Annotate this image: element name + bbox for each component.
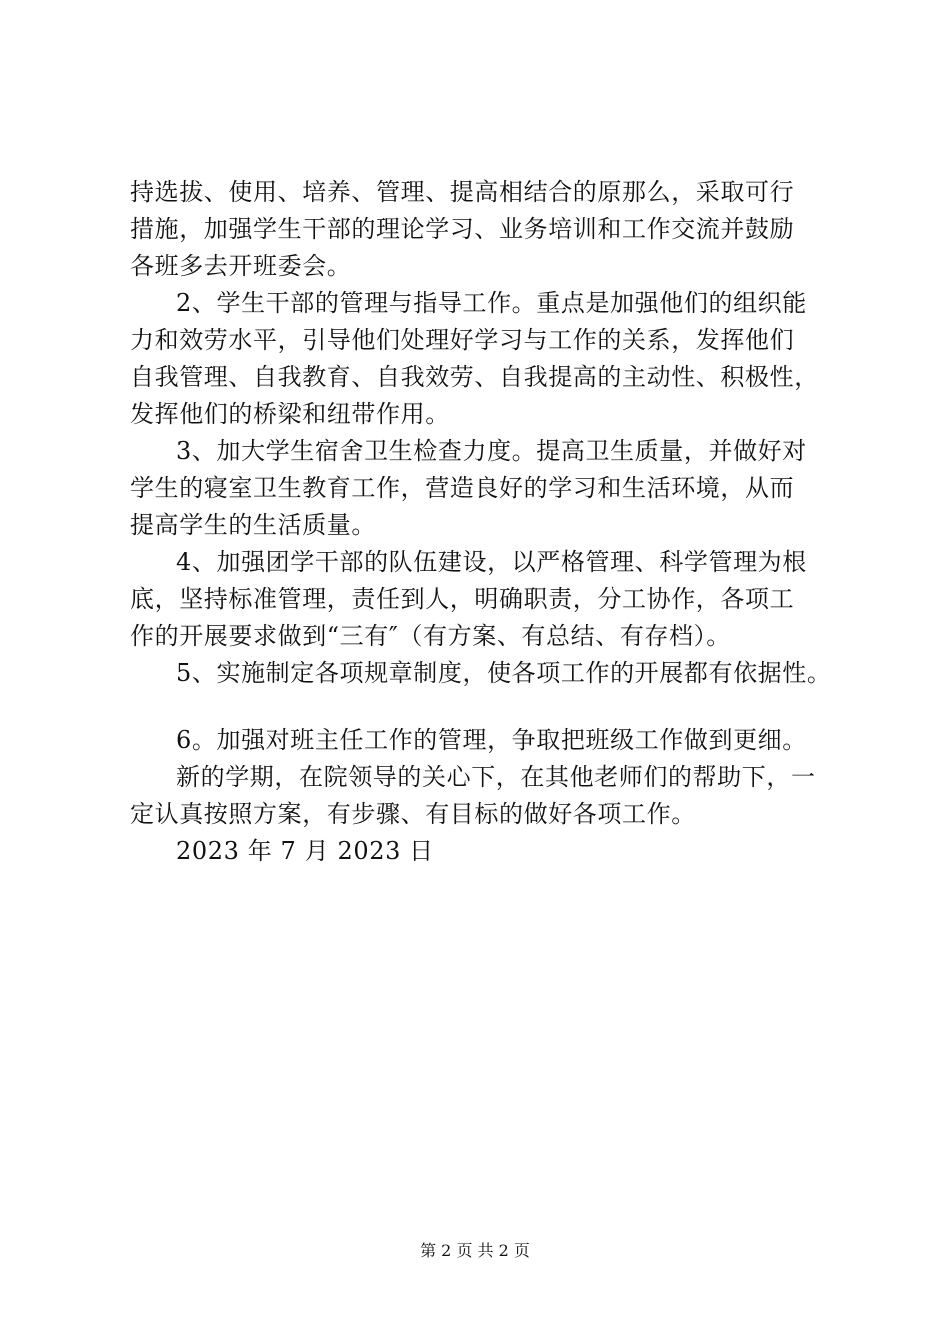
- text-line: 定认真按照方案，有步骤、有目标的做好各项工作。: [130, 800, 696, 828]
- date-line: 2023 年 7 月 2023 日: [176, 837, 434, 865]
- text-line: 学生的寝室卫生教育工作，营造良好的学习和生活环境，从而: [130, 474, 795, 502]
- text-line: 6。加强对班主任工作的管理，争取把班级工作做到更细。: [176, 726, 807, 754]
- document-body: [130, 174, 850, 870]
- text-line: 4、加强团学干部的队伍建设，以严格管理、科学管理为根: [176, 548, 807, 576]
- text-line: 提高学生的生活质量。: [130, 511, 376, 539]
- text-line: 作的开展要求做到“三有″（有方案、有总结、有存档）。: [130, 622, 731, 650]
- text-line: 底，坚持标准管理，责任到人，明确职责，分工协作，各项工: [130, 585, 795, 613]
- page-footer: 第 2 页 共 2 页: [420, 1241, 530, 1260]
- text-line: 新的学期，在院领导的关心下，在其他老师们的帮助下，一: [176, 763, 816, 791]
- text-line: 5、实施制定各项规章制度，使各项工作的开展都有依据性。: [176, 659, 832, 687]
- text-line: 2、学生干部的管理与指导工作。重点是加强他们的组织能: [176, 289, 807, 317]
- text-line: 发挥他们的桥梁和纽带作用。: [130, 400, 450, 428]
- text-line: 力和效劳水平，引导他们处理好学习与工作的关系，发挥他们: [130, 326, 795, 354]
- text-line: 3、加大学生宿舍卫生检查力度。提高卫生质量，并做好对: [176, 437, 807, 465]
- text-line: 持选拔、使用、培养、管理、提高相结合的原那么，采取可行: [130, 178, 795, 206]
- text-line: 措施，加强学生干部的理论学习、业务培训和工作交流并鼓励: [130, 215, 795, 243]
- text-line: 各班多去开班委会。: [130, 252, 352, 280]
- text-line: 自我管理、自我教育、自我效劳、自我提高的主动性、积极性，: [130, 363, 819, 391]
- paragraph-spacer: [130, 692, 850, 722]
